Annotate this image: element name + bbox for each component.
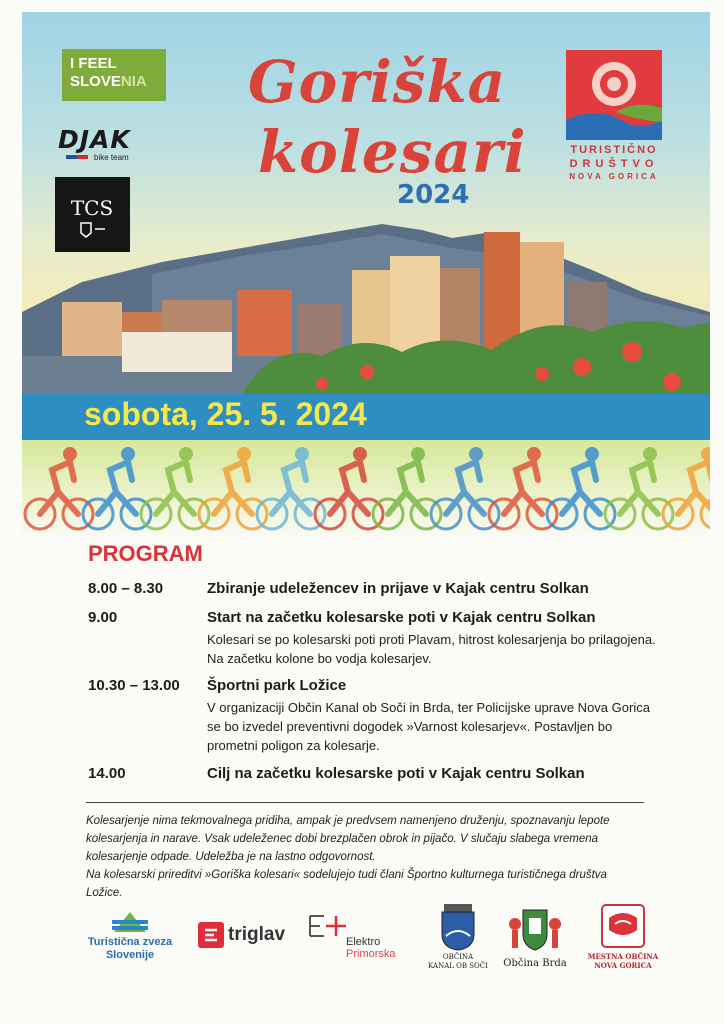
triglav-text: triglav: [228, 924, 286, 945]
program-heading: Start na začetku kolesarske poti v Kajak centru Solkan: [207, 609, 596, 626]
event-title-line1: Goriška: [248, 48, 507, 116]
program-heading: Športni park Ložice: [207, 677, 347, 694]
tzs-line1: Turistična zveza: [87, 936, 173, 948]
td-line2: DRUŠTVO: [569, 158, 659, 170]
program-time: 14.00: [88, 765, 126, 782]
brda-text: Občina Brda: [503, 958, 567, 969]
program-heading: Cilj na začetku kolesarske poti v Kajak centru Solkan: [207, 765, 585, 782]
tzs-line2: Slovenije: [105, 949, 155, 961]
tcs-logo: [55, 177, 130, 252]
mong-logo: [586, 904, 660, 976]
info-note: Kolesarjenje nima tekmovalnega pridiha, ampak je predvsem namenjeno druženju, spoznavanju lepote kolesarjenja in narave. Vsak udeleženec dobi brezplačen obrok in pijačo. V slučaju slabega vremena kolesarjenje odpade. Udeležba je na lastno odgovornost.: [86, 815, 610, 863]
program-time: 9.00: [88, 609, 118, 626]
info-note-members: Na kolesarski prireditvi »Goriška kolesari« sodelujejo tudi člani Športno kulturnega turističnega društva Ložice.: [86, 869, 607, 899]
i-feel-text: I FEEL: [70, 55, 117, 72]
hero-illustration: [22, 12, 710, 394]
elektro-icon: [308, 914, 348, 940]
program-heading: Zbiranje udeležencev in prijave v Kajak centru Solkan: [207, 580, 589, 597]
td-line3: NOVA GORICA: [569, 172, 659, 181]
elektro-line2: Primorska: [346, 948, 396, 960]
td-line1: TURISTIČNO: [570, 144, 658, 156]
program-time: 10.30 – 13.00: [88, 677, 180, 694]
date-band: [22, 394, 710, 440]
program-description: V organizaciji Občin Kanal ob Soči in Brda, ter Policijske uprave Nova Gorica se bo izvedel preventivni dogodek »Varnost kolesarjev«. Postavljen bo prometni poligon za kolesarje.: [207, 700, 650, 753]
mong-line2: NOVA GORICA: [594, 961, 652, 970]
triglav-logo: [198, 922, 288, 950]
divider: [86, 802, 644, 803]
slove-text: SLOVE: [70, 73, 121, 90]
event-title-line2: kolesari: [258, 118, 527, 186]
program-description: Kolesari se po kolesarski poti proti Plavam, hitrost kolesarjenja bo prilagojena. Na začetku kolone bo vodja kolesarjev.: [207, 632, 656, 666]
elektro-line1: Elektro: [346, 936, 381, 948]
program-title: PROGRAM: [88, 541, 203, 566]
djak-logo: DJAK: [58, 125, 131, 154]
tcs-logo-icon: [55, 177, 130, 252]
obcina-kanal-logo: [424, 900, 492, 980]
nia-text: NIA: [120, 73, 147, 90]
cyclists-illustration: [22, 440, 710, 540]
cyclists-icon: [22, 440, 710, 540]
rose-logo-icon: [566, 50, 662, 140]
i-feel-slovenia-logo: [62, 49, 166, 101]
obcina-brda-logo: [502, 902, 568, 978]
djak-flag-icon: [66, 155, 88, 159]
cyclist-icon: [663, 447, 710, 529]
kanal-crest-icon: [438, 900, 478, 952]
tzs-mountain-icon: [92, 906, 168, 938]
kanal-line1: OBČINA: [442, 953, 474, 961]
event-date: sobota, 25. 5. 2024: [84, 396, 367, 432]
event-year: 2024: [397, 180, 470, 210]
brda-crest-icon: [505, 902, 565, 954]
kanal-line2: KANAL OB SOČI: [428, 962, 488, 970]
tcs-text: TCS: [70, 196, 114, 220]
elektro-primorska-logo: [308, 914, 408, 962]
triglav-icon: [198, 922, 224, 948]
mong-line1: MESTNA OBČINA: [587, 952, 659, 961]
djak-subtitle: bike team: [94, 153, 129, 162]
mong-rose-icon: [601, 904, 645, 948]
tzs-logo: [87, 906, 173, 966]
program-time: 8.00 – 8.30: [88, 580, 164, 597]
